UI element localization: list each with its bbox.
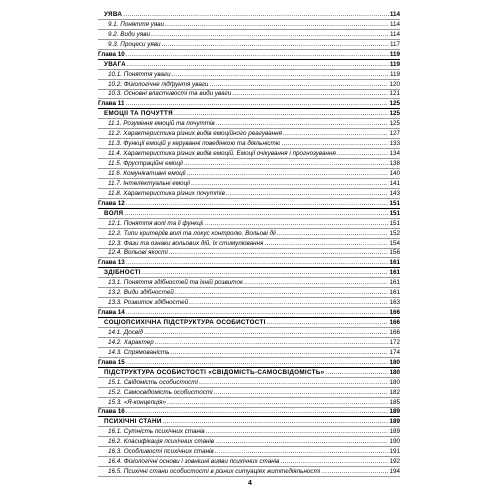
dot-leader (125, 100, 388, 108)
toc-entry-page: 185 (389, 398, 400, 406)
toc-entry-page: 114 (389, 20, 400, 28)
dot-leader (199, 379, 389, 387)
dot-leader (264, 240, 388, 248)
toc-entry-page: 125 (389, 120, 400, 128)
toc-entry-row (98, 119, 400, 129)
dot-leader (126, 309, 389, 317)
toc-entry-title: ВОЛЯ (104, 209, 124, 217)
toc-heading-row (98, 268, 400, 278)
dot-leader (163, 418, 389, 426)
toc-entry-page: 172 (389, 338, 400, 346)
toc-entry-title: 10.2. Фізіологічне підґрунтя уваги (108, 80, 209, 88)
toc-entry-page: 141 (389, 179, 400, 187)
toc-entry-row (98, 189, 400, 199)
toc-entry-title: ПСИХІЧНІ СТАНИ (104, 418, 162, 426)
toc-entry-page: 143 (389, 189, 400, 197)
toc-entry-title: Глава 10 (98, 50, 125, 58)
dot-leader (321, 468, 388, 476)
toc-entry-page: 166 (389, 319, 400, 326)
toc-heading-row (98, 368, 400, 378)
toc-entry-page: 166 (389, 328, 400, 336)
toc-entry-row (98, 398, 400, 408)
toc-entry-row (98, 139, 400, 149)
toc-entry-page: 134 (389, 150, 400, 158)
toc-entry-row (98, 30, 400, 40)
dot-leader (162, 41, 389, 49)
dot-leader (124, 210, 388, 218)
toc-entry-row (98, 239, 400, 249)
toc-entry-page: 189 (389, 428, 400, 436)
dot-leader (167, 399, 388, 407)
toc-entry-page: 120 (389, 80, 400, 88)
dot-leader (325, 369, 388, 377)
dot-leader (189, 299, 388, 307)
dot-leader (169, 249, 389, 257)
toc-entry-title: 11.4. Характеристика різних видів емоцій. Емоції очікування і прогнозування (108, 150, 336, 158)
toc-entry-page: 190 (389, 438, 400, 446)
dot-leader (142, 269, 389, 277)
toc-entry-title: СОЦІОПСИХІЧНА ПІДСТРУКТУРА ОСОБИСТОСТІ (104, 319, 266, 326)
toc-entry-row (98, 457, 400, 467)
toc-heading-row (98, 10, 400, 20)
dot-leader (209, 81, 388, 89)
toc-entry-page: 121 (389, 90, 400, 98)
toc-entry-title: 11.5. Фрустраційні емоції (108, 160, 183, 167)
dot-leader (280, 458, 388, 466)
dot-leader (204, 220, 388, 228)
toc-entry-page: 189 (389, 408, 400, 416)
dot-leader (232, 90, 388, 98)
toc-entry-title: 12.4. Вольові якості (108, 249, 168, 257)
toc-entry-row (98, 288, 400, 298)
dot-leader (215, 448, 389, 456)
toc-entry-page: 119 (389, 70, 400, 78)
toc-chapter-row (98, 199, 400, 209)
toc-entry-page: 140 (389, 169, 400, 177)
toc-entry-title: 9.1. Поняття уяви (108, 20, 164, 28)
toc-entry-title: Глава 15 (98, 358, 125, 366)
dot-leader (214, 389, 389, 397)
toc-entry-row (98, 378, 400, 388)
toc-entry-page: 151 (389, 199, 400, 207)
toc-entry-page: 154 (389, 239, 400, 247)
toc-entry-title: Глава 11 (98, 100, 125, 108)
toc-entry-row (98, 338, 400, 348)
toc-entry-page: 182 (389, 388, 400, 396)
page-number: 4 (248, 480, 252, 487)
toc-entry-row (98, 80, 400, 90)
toc-entry-row (98, 427, 400, 437)
toc-entry-title: 10.3. Основні властивості та види уваги (108, 90, 232, 98)
toc-entry-row (98, 348, 400, 358)
toc-entry-title: Глава 16 (98, 408, 125, 416)
toc-entry-title: 12.3. Фази та ознаки вольових дій, їх стимулювання (108, 239, 264, 247)
toc-entry-page: 125 (389, 100, 400, 108)
dot-leader (226, 190, 389, 198)
toc-entry-row (98, 249, 400, 259)
dot-leader (123, 11, 389, 19)
toc-entry-title: 16.4. Фізіологічні основи і зовнішні вияви психічних станів (108, 458, 280, 466)
toc-entry-row (98, 229, 400, 239)
toc-entry-page: 191 (389, 448, 400, 456)
toc-entry-row (98, 278, 400, 288)
toc-entry-title: 11.3. Функції емоцій у керуванні поведінкою та діяльністю (108, 140, 281, 148)
toc-entry-page: 189 (389, 418, 400, 426)
table-of-contents (98, 10, 400, 477)
dot-leader (171, 349, 389, 357)
dot-leader (175, 289, 389, 297)
toc-entry-title: 9.2. Види уяви (108, 30, 150, 38)
dot-leader (215, 438, 388, 446)
dot-leader (174, 110, 389, 118)
toc-entry-page: 161 (389, 279, 400, 287)
toc-entry-page: 119 (389, 60, 400, 68)
toc-entry-row (98, 70, 400, 80)
dot-leader (337, 150, 389, 158)
toc-entry-title: Глава 12 (98, 199, 125, 207)
toc-entry-title: 16.3. Особливості психічних станів (108, 448, 214, 456)
toc-entry-page: 119 (389, 50, 400, 58)
dot-leader (126, 259, 389, 267)
toc-entry-title: Глава 13 (98, 259, 125, 267)
toc-entry-page: 166 (389, 309, 400, 317)
dot-leader (281, 140, 388, 148)
toc-entry-row (98, 90, 400, 100)
toc-entry-page: 163 (389, 299, 400, 307)
dot-leader (165, 21, 389, 29)
dot-leader (184, 160, 389, 168)
dot-leader (151, 31, 389, 39)
toc-entry-page: 127 (389, 130, 400, 138)
dot-leader (127, 61, 389, 69)
toc-heading-row (98, 60, 400, 70)
dot-leader (277, 230, 389, 238)
toc-entry-page: 151 (389, 219, 400, 227)
toc-entry-title: 15.1. Свідомість особистості (108, 378, 198, 386)
toc-entry-title: 16.2. Класифікація психічних станів (108, 438, 215, 446)
toc-entry-title: 16.5. Психічні стани особистості в різних ситуаціях життєдіяльності (108, 468, 321, 476)
dot-leader (144, 329, 388, 337)
dot-leader (206, 428, 389, 436)
toc-entry-title: 15.3. «Я-концепція» (108, 398, 167, 406)
toc-entry-page: 114 (389, 30, 400, 38)
toc-entry-title: 12.1. Поняття волі та її функції (108, 219, 204, 227)
toc-chapter-row (98, 358, 400, 368)
dot-leader (126, 51, 389, 59)
toc-heading-row (98, 109, 400, 119)
dot-leader (187, 170, 389, 178)
toc-entry-page: 151 (389, 209, 400, 217)
dot-leader (126, 408, 389, 416)
toc-entry-title: ПІДСТРУКТУРА ОСОБИСТОСТІ «СВІДОМІСТЬ-САМОСВІДОМІСТЬ» (104, 368, 325, 376)
toc-entry-page: 194 (389, 468, 400, 476)
toc-heading-row (98, 417, 400, 427)
toc-entry-row (98, 40, 400, 50)
toc-entry-page: 180 (389, 368, 400, 376)
toc-entry-title: 14.3. Спрямованість (108, 348, 170, 356)
toc-entry-page: 138 (389, 160, 400, 167)
toc-chapter-row (98, 258, 400, 268)
toc-entry-page: 152 (389, 229, 400, 237)
toc-entry-row (98, 179, 400, 189)
toc-entry-title: 14.1. Досвід (108, 328, 144, 336)
toc-entry-page: 156 (389, 249, 400, 257)
toc-entry-row (98, 388, 400, 398)
dot-leader (172, 71, 389, 79)
toc-entry-page: 180 (389, 378, 400, 386)
toc-entry-title: 14.2. Характер (108, 338, 154, 346)
toc-entry-page: 161 (389, 259, 400, 267)
toc-entry-title: 11.2. Характеристика різних видів емоційного реагування (108, 130, 282, 138)
toc-entry-page: 133 (389, 140, 400, 148)
toc-entry-page: 125 (389, 110, 400, 118)
toc-heading-row (98, 209, 400, 219)
toc-heading-row (98, 318, 400, 328)
toc-entry-title: ЕМОЦІЇ ТА ПОЧУТТЯ (104, 110, 173, 118)
dot-leader (244, 279, 389, 287)
toc-entry-row (98, 467, 400, 477)
toc-entry-row (98, 298, 400, 308)
dot-leader (216, 120, 389, 128)
toc-entry-title: 11.6. Комунікативні емоції (108, 169, 186, 177)
dot-leader (126, 200, 389, 208)
toc-chapter-row (98, 99, 400, 109)
toc-entry-page: 161 (389, 269, 400, 277)
toc-entry-title: УВАГА (104, 60, 126, 68)
toc-entry-title: 11.7. Інтелектуальні емоції (108, 179, 190, 187)
toc-entry-title: Глава 14 (98, 309, 125, 317)
toc-entry-title: 10.1. Поняття уваги (108, 70, 171, 78)
toc-entry-title: 11.8. Характеристика різних почуттів (108, 189, 225, 197)
toc-entry-title: 16.1. Сутність психічних станів (108, 428, 205, 436)
toc-entry-title: 12.2. Типи критеріїв волі та локус контролю. Вольові дії (108, 229, 276, 237)
toc-entry-row (98, 447, 400, 457)
toc-entry-page: 192 (389, 458, 400, 466)
dot-leader (155, 339, 389, 347)
toc-entry-row (98, 437, 400, 447)
toc-chapter-row (98, 408, 400, 418)
toc-entry-title: 11.1. Розуміння емоцій та почуттів (108, 120, 215, 128)
toc-entry-row (98, 169, 400, 179)
toc-entry-title: 9.3. Процеси уяви (108, 40, 161, 48)
toc-entry-page: 114 (389, 10, 400, 18)
toc-entry-row (98, 20, 400, 30)
toc-entry-page: 117 (389, 40, 400, 48)
toc-entry-page: 174 (389, 348, 400, 356)
toc-entry-title: 13.1. Поняття здібностей та їхній розвиток (108, 279, 243, 287)
dot-leader (283, 130, 389, 138)
dot-leader (191, 180, 389, 188)
toc-chapter-row (98, 50, 400, 60)
toc-chapter-row (98, 308, 400, 318)
dot-leader (267, 319, 389, 327)
toc-entry-page: 161 (389, 289, 400, 297)
toc-entry-row (98, 159, 400, 169)
toc-entry-row (98, 328, 400, 338)
toc-entry-title: УЯВА (104, 10, 123, 18)
toc-entry-row (98, 129, 400, 139)
toc-entry-title: 15.2. Самосвідомість особистості (108, 388, 213, 396)
toc-entry-title: ЗДІБНОСТІ (104, 269, 141, 277)
toc-entry-page: 180 (389, 358, 400, 366)
toc-entry-title: 13.3. Розвиток здібностей (108, 299, 189, 307)
toc-entry-row (98, 219, 400, 229)
toc-entry-row (98, 149, 400, 159)
toc-entry-title: 13.2. Види здібностей (108, 289, 174, 297)
dot-leader (126, 359, 389, 367)
